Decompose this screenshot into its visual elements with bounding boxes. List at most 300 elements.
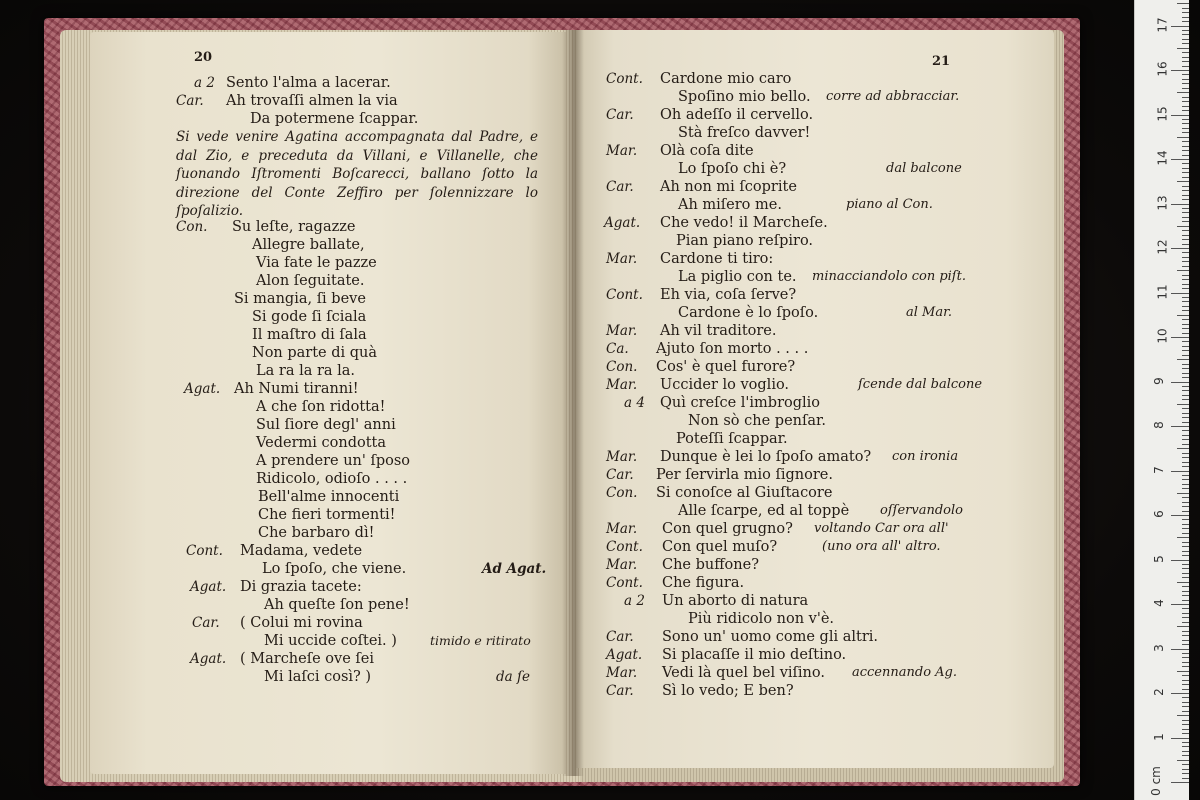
- verse-line: Sono un' uomo come gli altri.: [662, 629, 879, 645]
- ruler-tick: [1182, 163, 1189, 164]
- ruler-tick: [1182, 52, 1189, 53]
- verse-line: Cardone ti tiro:: [660, 251, 774, 267]
- ruler-tick: [1182, 221, 1189, 222]
- speaker-label: a 2: [624, 593, 645, 609]
- speaker-label: Mar.: [606, 323, 638, 339]
- ruler-tick: [1182, 457, 1189, 458]
- speaker-label: Mar.: [606, 557, 638, 573]
- ruler-tick: [1182, 288, 1189, 289]
- ruler-tick: [1182, 653, 1189, 654]
- ruler-tick: [1177, 760, 1189, 761]
- ruler-tick: [1177, 448, 1189, 449]
- ruler-tick: [1182, 644, 1189, 645]
- ruler-tick: [1182, 110, 1189, 111]
- speaker-label: a 2: [194, 75, 215, 91]
- verse-line: Uccider lo voglio.: [660, 377, 790, 393]
- ruler-tick: [1177, 137, 1189, 138]
- ruler-tick: [1182, 235, 1189, 236]
- ruler-tick: [1171, 649, 1189, 650]
- ruler-tick: [1182, 212, 1189, 213]
- ruler-tick: [1171, 293, 1189, 294]
- ruler-tick: [1182, 390, 1189, 391]
- ruler-tick: [1182, 546, 1189, 547]
- ruler-tick: [1182, 155, 1189, 156]
- ruler-tick: [1182, 640, 1189, 641]
- ruler-number: 7: [1151, 465, 1166, 474]
- verse-line: Cardone è lo ſpoſo.: [678, 305, 819, 321]
- verse-line: Che barbaro dì!: [258, 525, 375, 541]
- speaker-label: Con.: [606, 359, 638, 375]
- ruler-tick: [1182, 684, 1189, 685]
- ruler-tick: [1182, 773, 1189, 774]
- verse-line: ( Colui mi rovina: [240, 615, 363, 631]
- ruler-tick: [1182, 724, 1189, 725]
- ruler-tick: [1182, 310, 1189, 311]
- ruler-tick: [1182, 217, 1189, 218]
- ruler-tick: [1182, 61, 1189, 62]
- speaker-label: Cont.: [606, 287, 643, 303]
- verse-line: Poteſſi ſcappar.: [676, 431, 788, 447]
- verse-line: Bell'alme innocenti: [258, 489, 400, 505]
- ruler-number: 16: [1155, 61, 1170, 77]
- ruler-tick: [1171, 382, 1189, 383]
- ruler-number: 1: [1151, 732, 1166, 741]
- stage-aside: piano al Con.: [846, 197, 933, 212]
- verse-line: Spoſino mio bello.: [678, 89, 811, 105]
- ruler-tick: [1182, 568, 1189, 569]
- ruler-tick: [1177, 715, 1189, 716]
- verse-line: Il maſtro di ſala: [252, 327, 367, 343]
- speaker-label: Agat.: [184, 381, 221, 397]
- ruler-tick: [1182, 769, 1189, 770]
- stage-direction: Si vede venire Agatina accompagnata dal Padre, e dal Zio, e preceduta da Villani, e Villanelle, che ſuonando Iſtromenti Boſcarecci, ballano ſotto la direzione del Conte Zeffiro per ſolennizzare lo ſpoſalizio.: [176, 129, 538, 219]
- ruler-tick: [1177, 493, 1189, 494]
- speaker-label: Ca.: [606, 341, 629, 357]
- ruler-tick: [1182, 435, 1189, 436]
- verse-line: Che figura.: [662, 575, 745, 591]
- verse-line: Stà freſco davver!: [678, 125, 811, 141]
- ruler-number: 9: [1151, 376, 1166, 385]
- ruler-tick: [1182, 439, 1189, 440]
- verse-line: Sì lo vedo; E ben?: [662, 683, 794, 699]
- verse-line: Allegre ballate,: [252, 237, 365, 253]
- ruler-tick: [1182, 88, 1189, 89]
- ruler-number: 6: [1151, 510, 1166, 518]
- ruler-tick: [1182, 528, 1189, 529]
- verse-line: Mi laſci così? ): [264, 669, 372, 685]
- ruler-tick: [1177, 315, 1189, 316]
- ruler-tick: [1177, 3, 1189, 4]
- ruler-tick: [1182, 66, 1189, 67]
- ruler-tick: [1177, 226, 1189, 227]
- ruler-tick: [1182, 346, 1189, 347]
- ruler-tick: [1182, 350, 1189, 351]
- speaker-label: Car.: [606, 467, 634, 483]
- ruler-tick: [1182, 702, 1189, 703]
- ruler-number: 17: [1155, 16, 1170, 33]
- stage-aside: al Mar.: [906, 305, 953, 320]
- ruler-tick: [1182, 177, 1189, 178]
- ruler-tick: [1182, 613, 1189, 614]
- verse-line: Sul ſiore degl' anni: [256, 417, 396, 433]
- speaker-label: Con.: [176, 219, 208, 235]
- ruler-number: 14: [1155, 150, 1170, 166]
- ruler-number: 15: [1155, 105, 1170, 122]
- ruler-tick: [1182, 208, 1189, 209]
- ruler-tick: [1182, 511, 1189, 512]
- verse-line: La ra la ra la.: [256, 363, 356, 379]
- speaker-label: Car.: [606, 683, 634, 699]
- ruler-tick: [1182, 742, 1189, 743]
- ruler-tick: [1182, 306, 1189, 307]
- ruler-tick: [1171, 471, 1189, 472]
- ruler-tick: [1182, 497, 1189, 498]
- verse-line: Di grazia tacete:: [240, 579, 362, 595]
- ruler-tick: [1182, 675, 1189, 676]
- ruler-number: 12: [1155, 239, 1170, 255]
- ruler-tick: [1182, 729, 1189, 730]
- ruler-tick: [1182, 297, 1189, 298]
- verse-line: Pian piano reſpiro.: [676, 233, 814, 249]
- ruler-tick: [1182, 172, 1189, 173]
- ruler-tick: [1182, 324, 1189, 325]
- ruler-tick: [1171, 738, 1189, 739]
- page-number-right: 21: [932, 54, 951, 69]
- ruler-tick: [1182, 413, 1189, 414]
- ruler-tick: [1182, 430, 1189, 431]
- speaker-label: Mar.: [606, 251, 638, 267]
- ruler-tick: [1182, 17, 1189, 18]
- ruler-tick: [1182, 591, 1189, 592]
- ruler-tick: [1182, 377, 1189, 378]
- ruler-tick: [1182, 453, 1189, 454]
- verse-line: A che ſon ridotta!: [256, 399, 386, 415]
- verse-line: Via fate le pazze: [256, 255, 377, 271]
- verse-line: Cos' è quel furore?: [656, 359, 796, 375]
- page-number-left: 20: [194, 50, 213, 65]
- ruler-number: 4: [1151, 599, 1166, 607]
- ruler-tick: [1182, 364, 1189, 365]
- ruler-tick: [1182, 128, 1189, 129]
- ruler-tick: [1182, 573, 1189, 574]
- ruler-tick: [1171, 337, 1189, 338]
- speaker-label: Mar.: [606, 449, 638, 465]
- ruler-tick: [1182, 711, 1189, 712]
- right-page: [576, 30, 1054, 768]
- verse-line: Ah queſte ſon pene!: [264, 597, 410, 613]
- ruler-tick: [1171, 115, 1189, 116]
- ruler-number: 11: [1155, 283, 1170, 300]
- ruler-tick: [1182, 600, 1189, 601]
- verse-line: Ah Numi tiranni!: [234, 381, 359, 397]
- speaker-label: Agat.: [190, 579, 227, 595]
- ruler-tick: [1182, 123, 1189, 124]
- ruler-tick: [1182, 252, 1189, 253]
- ruler-tick: [1182, 697, 1189, 698]
- ruler-tick: [1182, 555, 1189, 556]
- ruler-tick: [1182, 141, 1189, 142]
- speaker-label: Car.: [176, 93, 204, 109]
- verse-line: Lo ſpoſo chi è?: [678, 161, 787, 177]
- ruler-tick: [1182, 622, 1189, 623]
- ruler-tick: [1182, 146, 1189, 147]
- verse-line: Più ridicolo non v'è.: [688, 611, 835, 627]
- ruler-tick: [1182, 689, 1189, 690]
- speaker-label: Car.: [606, 107, 634, 123]
- ruler-tick: [1182, 524, 1189, 525]
- ruler-tick: [1182, 395, 1189, 396]
- stage-aside: dal balcone: [886, 161, 962, 176]
- ruler-tick: [1182, 261, 1189, 262]
- ruler-tick: [1177, 270, 1189, 271]
- ruler-tick: [1182, 631, 1189, 632]
- ruler-tick: [1171, 204, 1189, 205]
- verse-line: Ah miſero me.: [678, 197, 782, 213]
- verse-line: Eh via, coſa ſerve?: [660, 287, 797, 303]
- verse-line: ( Marcheſe ove ſei: [240, 651, 374, 667]
- ruler-tick: [1182, 720, 1189, 721]
- ruler-tick: [1182, 595, 1189, 596]
- ruler-tick: [1171, 159, 1189, 160]
- ruler-tick: [1177, 671, 1189, 672]
- ruler-tick: [1182, 479, 1189, 480]
- speaker-label: Agat.: [190, 651, 227, 667]
- ruler-tick: [1182, 101, 1189, 102]
- verse-line: Oh adeſſo il cervello.: [660, 107, 814, 123]
- ruler-tick: [1182, 30, 1189, 31]
- ruler-tick: [1182, 106, 1189, 107]
- ruler-number: 13: [1155, 194, 1170, 211]
- verse-line: Si gode ſi ſciala: [252, 309, 367, 325]
- ruler-tick: [1182, 39, 1189, 40]
- measuring-ruler: [1134, 0, 1189, 800]
- ruler-tick: [1177, 582, 1189, 583]
- ruler-tick: [1171, 26, 1189, 27]
- ruler-tick: [1182, 230, 1189, 231]
- ruler-tick: [1177, 92, 1189, 93]
- ruler-tick: [1182, 551, 1189, 552]
- ruler-tick: [1182, 279, 1189, 280]
- verse-line: Mi uccide coſtei. ): [264, 633, 397, 649]
- ruler-tick: [1182, 733, 1189, 734]
- ruler-tick: [1182, 444, 1189, 445]
- ruler-tick: [1182, 8, 1189, 9]
- ruler-tick: [1182, 373, 1189, 374]
- ruler-tick: [1171, 560, 1189, 561]
- ruler-number: 5: [1151, 554, 1166, 563]
- ruler-tick: [1182, 79, 1189, 80]
- verse-line: Da potermene ſcappar.: [250, 111, 419, 127]
- speaker-label: Agat.: [604, 215, 641, 231]
- ruler-tick: [1182, 475, 1189, 476]
- ruler-tick: [1171, 426, 1189, 427]
- verse-line: Ah trovaſſi almen la via: [226, 93, 398, 109]
- stage-aside: timido e ritirato: [430, 633, 531, 648]
- ruler-tick: [1171, 248, 1189, 249]
- speaker-label: Agat.: [606, 647, 643, 663]
- speaker-label: Cont.: [606, 539, 643, 555]
- ruler-tick: [1182, 168, 1189, 169]
- ruler-tick: [1182, 266, 1189, 267]
- ruler-tick: [1182, 706, 1189, 707]
- ruler-tick: [1182, 57, 1189, 58]
- verse-line: Olà coſa dite: [660, 143, 754, 159]
- ruler-tick: [1182, 466, 1189, 467]
- ruler-tick: [1182, 399, 1189, 400]
- verse-line: Per ſervirla mio ſignore.: [656, 467, 833, 483]
- verse-line: Ridicolo, odioſo . . . .: [256, 471, 408, 487]
- ruler-tick: [1182, 34, 1189, 35]
- ruler-tick: [1182, 328, 1189, 329]
- ruler-number: 3: [1151, 643, 1166, 652]
- verse-line: Lo ſpoſo, che viene.: [262, 561, 407, 577]
- verse-line: Alon ſeguitate.: [256, 273, 365, 289]
- ruler-tick: [1182, 319, 1189, 320]
- ruler-tick: [1182, 368, 1189, 369]
- ruler-tick: [1182, 333, 1189, 334]
- stage-aside: ſcende dal balcone: [858, 377, 983, 392]
- stage-aside: da ſe: [496, 669, 530, 685]
- ruler-tick: [1182, 751, 1189, 752]
- ruler-tick: [1182, 533, 1189, 534]
- ruler-tick: [1182, 586, 1189, 587]
- speaker-label: Mar.: [606, 521, 638, 537]
- stage-aside: voltando Car ora all': [814, 521, 949, 536]
- ruler-tick: [1177, 626, 1189, 627]
- speaker-label: Car.: [192, 615, 220, 631]
- ruler-tick: [1182, 577, 1189, 578]
- ruler-tick: [1182, 778, 1189, 779]
- ruler-tick: [1182, 21, 1189, 22]
- verse-line: Cardone mio caro: [660, 71, 792, 87]
- verse-line: Alle ſcarpe, ed al toppè: [678, 503, 850, 519]
- ruler-tick: [1171, 693, 1189, 694]
- speaker-label: a 4: [624, 395, 645, 411]
- ruler-tick: [1182, 355, 1189, 356]
- verse-line: Sento l'alma a lacerar.: [226, 75, 391, 91]
- ruler-tick: [1182, 275, 1189, 276]
- ruler-tick: [1182, 764, 1189, 765]
- verse-line: Un aborto di natura: [662, 593, 809, 609]
- stage-aside: oſſervandolo: [880, 503, 963, 518]
- ruler-tick: [1182, 488, 1189, 489]
- verse-line: La piglio con te.: [678, 269, 797, 285]
- ruler-tick: [1182, 417, 1189, 418]
- verse-line: Con quel muſo?: [662, 539, 778, 555]
- ruler-tick: [1182, 422, 1189, 423]
- ruler-tick: [1182, 617, 1189, 618]
- ruler-tick: [1171, 515, 1189, 516]
- verse-line: A prendere un' ſposo: [256, 453, 411, 469]
- ruler-tick: [1182, 186, 1189, 187]
- verse-line: Si mangia, ſi beve: [234, 291, 366, 307]
- stage-aside: (uno ora all' altro.: [822, 539, 941, 554]
- ruler-tick: [1182, 746, 1189, 747]
- verse-line: Vedermi condotta: [256, 435, 387, 451]
- ruler-tick: [1182, 755, 1189, 756]
- verse-line: Che vedo! il Marcheſe.: [660, 215, 828, 231]
- ruler-tick: [1171, 70, 1189, 71]
- ruler-tick: [1182, 666, 1189, 667]
- verse-line: Con quel grugno?: [662, 521, 793, 537]
- verse-line: Non sò che penſar.: [688, 413, 826, 429]
- speaker-label: Mar.: [606, 377, 638, 393]
- ruler-tick: [1182, 284, 1189, 285]
- ruler-tick: [1182, 190, 1189, 191]
- ruler-tick: [1182, 43, 1189, 44]
- ruler-tick: [1182, 12, 1189, 13]
- ruler-tick: [1182, 341, 1189, 342]
- ruler-tick: [1182, 74, 1189, 75]
- ruler-tick: [1182, 199, 1189, 200]
- ruler-number: 0 cm: [1148, 766, 1163, 796]
- stage-aside: minacciandolo con piſt.: [812, 269, 966, 284]
- verse-line: Dunque è lei lo ſpoſo amato?: [660, 449, 872, 465]
- ruler-tick: [1182, 608, 1189, 609]
- ruler-tick: [1182, 519, 1189, 520]
- speaker-label: Car.: [606, 179, 634, 195]
- left-page: [90, 32, 566, 774]
- ruler-tick: [1182, 195, 1189, 196]
- ruler-tick: [1182, 83, 1189, 84]
- ruler-tick: [1182, 97, 1189, 98]
- ruler-tick: [1182, 150, 1189, 151]
- speaker-label: Mar.: [606, 143, 638, 159]
- ruler-number: 2: [1151, 688, 1166, 696]
- ruler-tick: [1182, 132, 1189, 133]
- ruler-tick: [1182, 502, 1189, 503]
- ruler-number: 10: [1155, 328, 1170, 344]
- speaker-label: Cont.: [186, 543, 223, 559]
- ruler-tick: [1182, 257, 1189, 258]
- verse-line: Madama, vedete: [240, 543, 363, 559]
- ruler-tick: [1182, 408, 1189, 409]
- ruler-tick: [1182, 239, 1189, 240]
- speaker-label: Cont.: [606, 575, 643, 591]
- ruler-tick: [1182, 635, 1189, 636]
- ruler-tick: [1177, 48, 1189, 49]
- ruler-tick: [1182, 484, 1189, 485]
- verse-line: Non parte di quà: [252, 345, 378, 361]
- verse-line: Che fieri tormenti!: [258, 507, 396, 523]
- verse-line: Vedi là quel bel viſino.: [662, 665, 825, 681]
- stage-aside: con ironia: [892, 449, 959, 464]
- ruler-tick: [1182, 657, 1189, 658]
- ruler-tick: [1182, 119, 1189, 120]
- ruler-tick: [1171, 782, 1189, 783]
- stage-aside: accennando Ag.: [852, 665, 957, 680]
- ruler-tick: [1182, 386, 1189, 387]
- verse-line: Ajuto ſon morto . . . .: [656, 341, 809, 357]
- verse-line: Quì creſce l'imbroglio: [660, 395, 821, 411]
- speaker-label: Con.: [606, 485, 638, 501]
- ruler-tick: [1177, 404, 1189, 405]
- ruler-number: 8: [1151, 421, 1166, 429]
- book-gutter: [562, 30, 584, 776]
- speaker-label: Car.: [606, 629, 634, 645]
- verse-line: Ah non mi ſcoprite: [660, 179, 797, 195]
- ruler-tick: [1177, 359, 1189, 360]
- ruler-tick: [1177, 537, 1189, 538]
- stage-aside: corre ad abbracciar.: [826, 89, 960, 104]
- ruler-tick: [1177, 181, 1189, 182]
- stage-aside: Ad Agat.: [482, 561, 547, 577]
- ruler-tick: [1182, 564, 1189, 565]
- verse-line: Che buffone?: [662, 557, 759, 573]
- verse-line: Su leſte, ragazze: [232, 219, 356, 235]
- ruler-tick: [1182, 662, 1189, 663]
- ruler-tick: [1182, 244, 1189, 245]
